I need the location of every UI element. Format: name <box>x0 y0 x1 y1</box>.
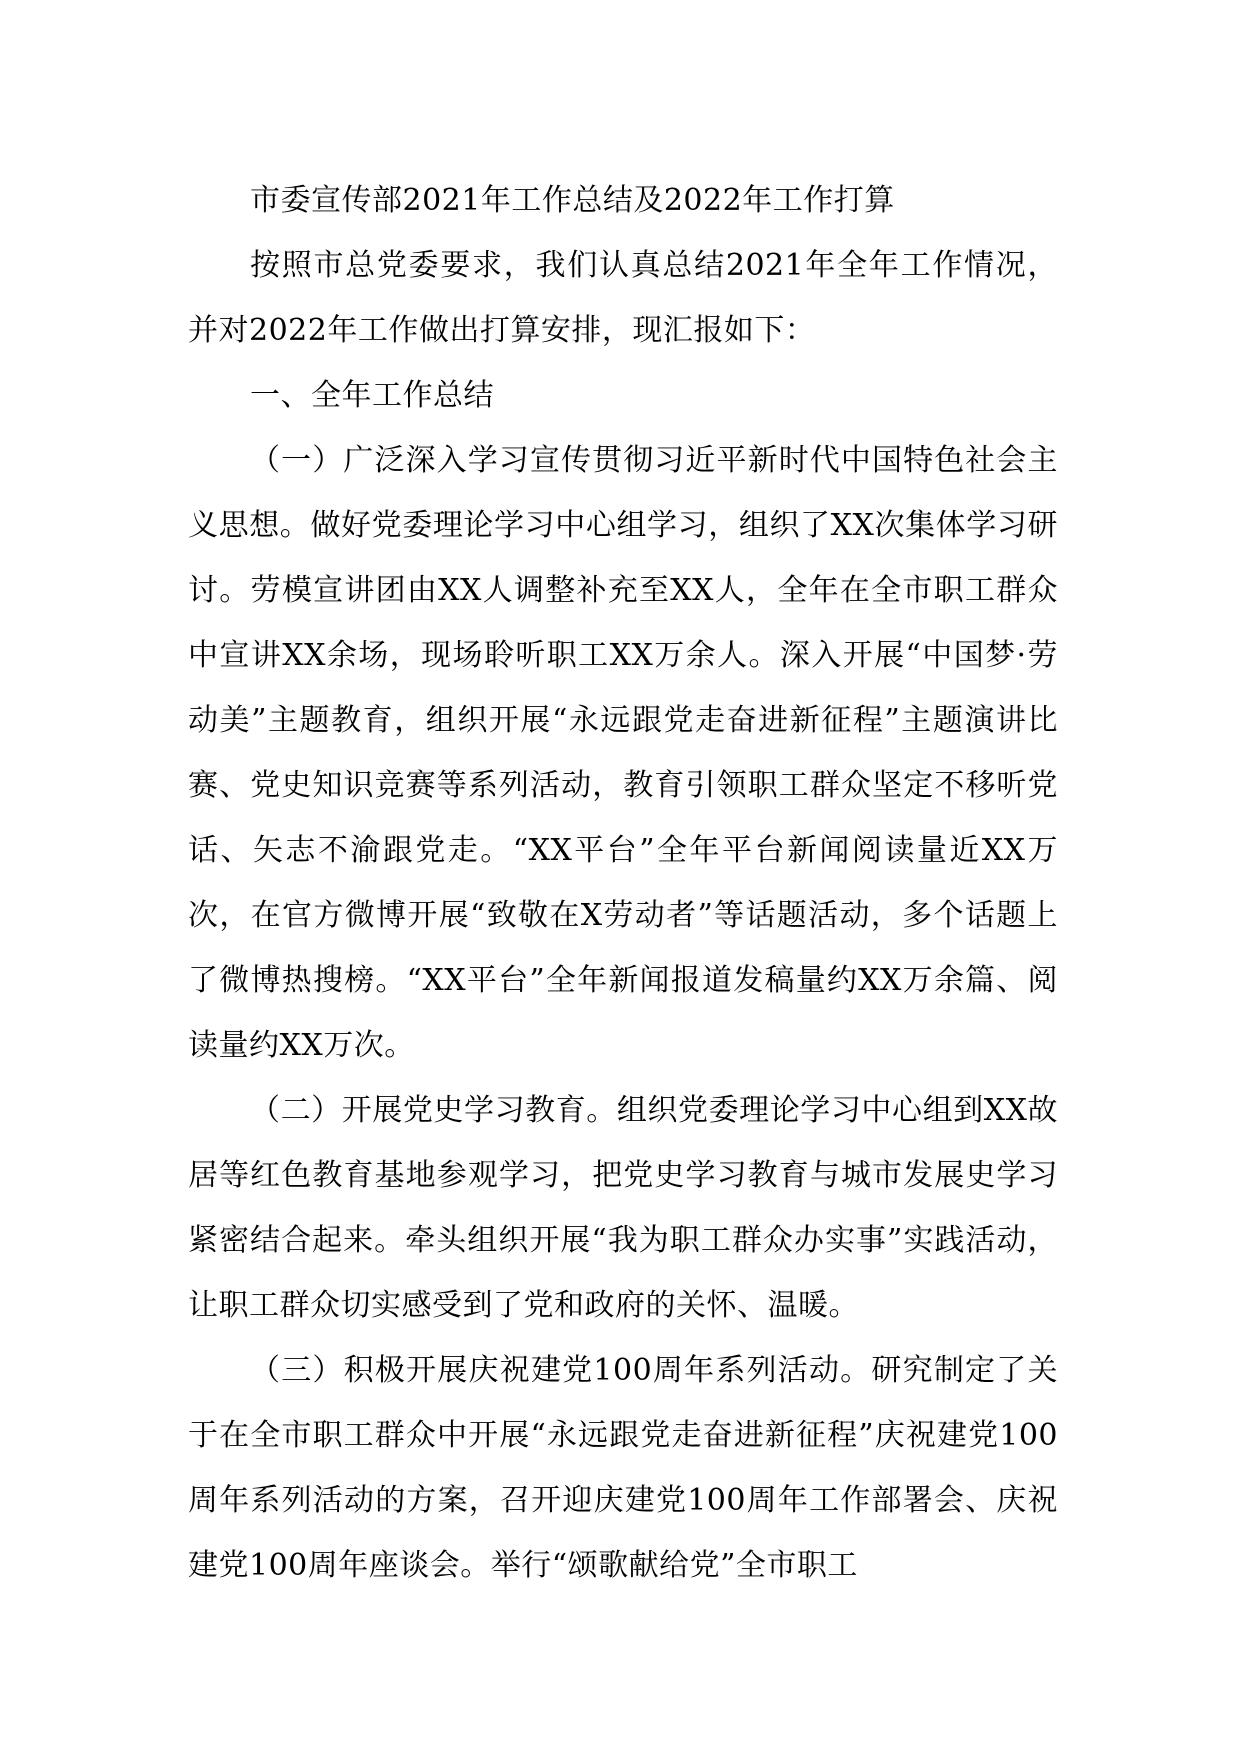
body-paragraph-2: （二）开展党史学习教育。组织党委理论学习中心组到XX故居等红色教育基地参观学习，把党史学习教育与城市发展史学习紧密结合起来。牵头组织开展“我为职工群众办实事”实践活动，让职工群众切实感受到了党和政府的关怀、温暖。 <box>188 1093 1058 1323</box>
section-heading: 一、全年工作总结 <box>250 378 494 413</box>
body-paragraph-3: （三）积极开展庆祝建党100周年系列活动。研究制定了关于在全市职工群众中开展“永远跟党走奋进新征程”庆祝建党100周年系列活动的方案，召开迎庆建党100周年工作部署会、庆祝建党100周年座谈会。举行“颂歌献给党”全市职工 <box>188 1353 1058 1583</box>
document-page <box>188 168 1058 1598</box>
body-paragraph-1: （一）广泛深入学习宣传贯彻习近平新时代中国特色社会主义思想。做好党委理论学习中心组学习，组织了XX次集体学习研讨。劳模宣讲团由XX人调整补充至XX人，全年在全市职工群众中宣讲XX余场，现场聆听职工XX万余人。深入开展“中国梦·劳动美”主题教育，组织开展“永远跟党走奋进新征程”主题演讲比赛、党史知识竞赛等系列活动，教育引领职工群众坚定不移听党话、矢志不渝跟党走。“XX平台”全年平台新闻阅读量近XX万次，在官方微博开展“致敬在X劳动者”等话题活动，多个话题上了微博热搜榜。“XX平台”全年新闻报道发稿量约XX万余篇、阅读量约XX万次。 <box>188 443 1058 1063</box>
document-title: 市委宣传部2021年工作总结及2022年工作打算 <box>250 183 895 218</box>
intro-paragraph: 按照市总党委要求，我们认真总结2021年全年工作情况，并对2022年工作做出打算安排，现汇报如下： <box>188 248 1058 348</box>
